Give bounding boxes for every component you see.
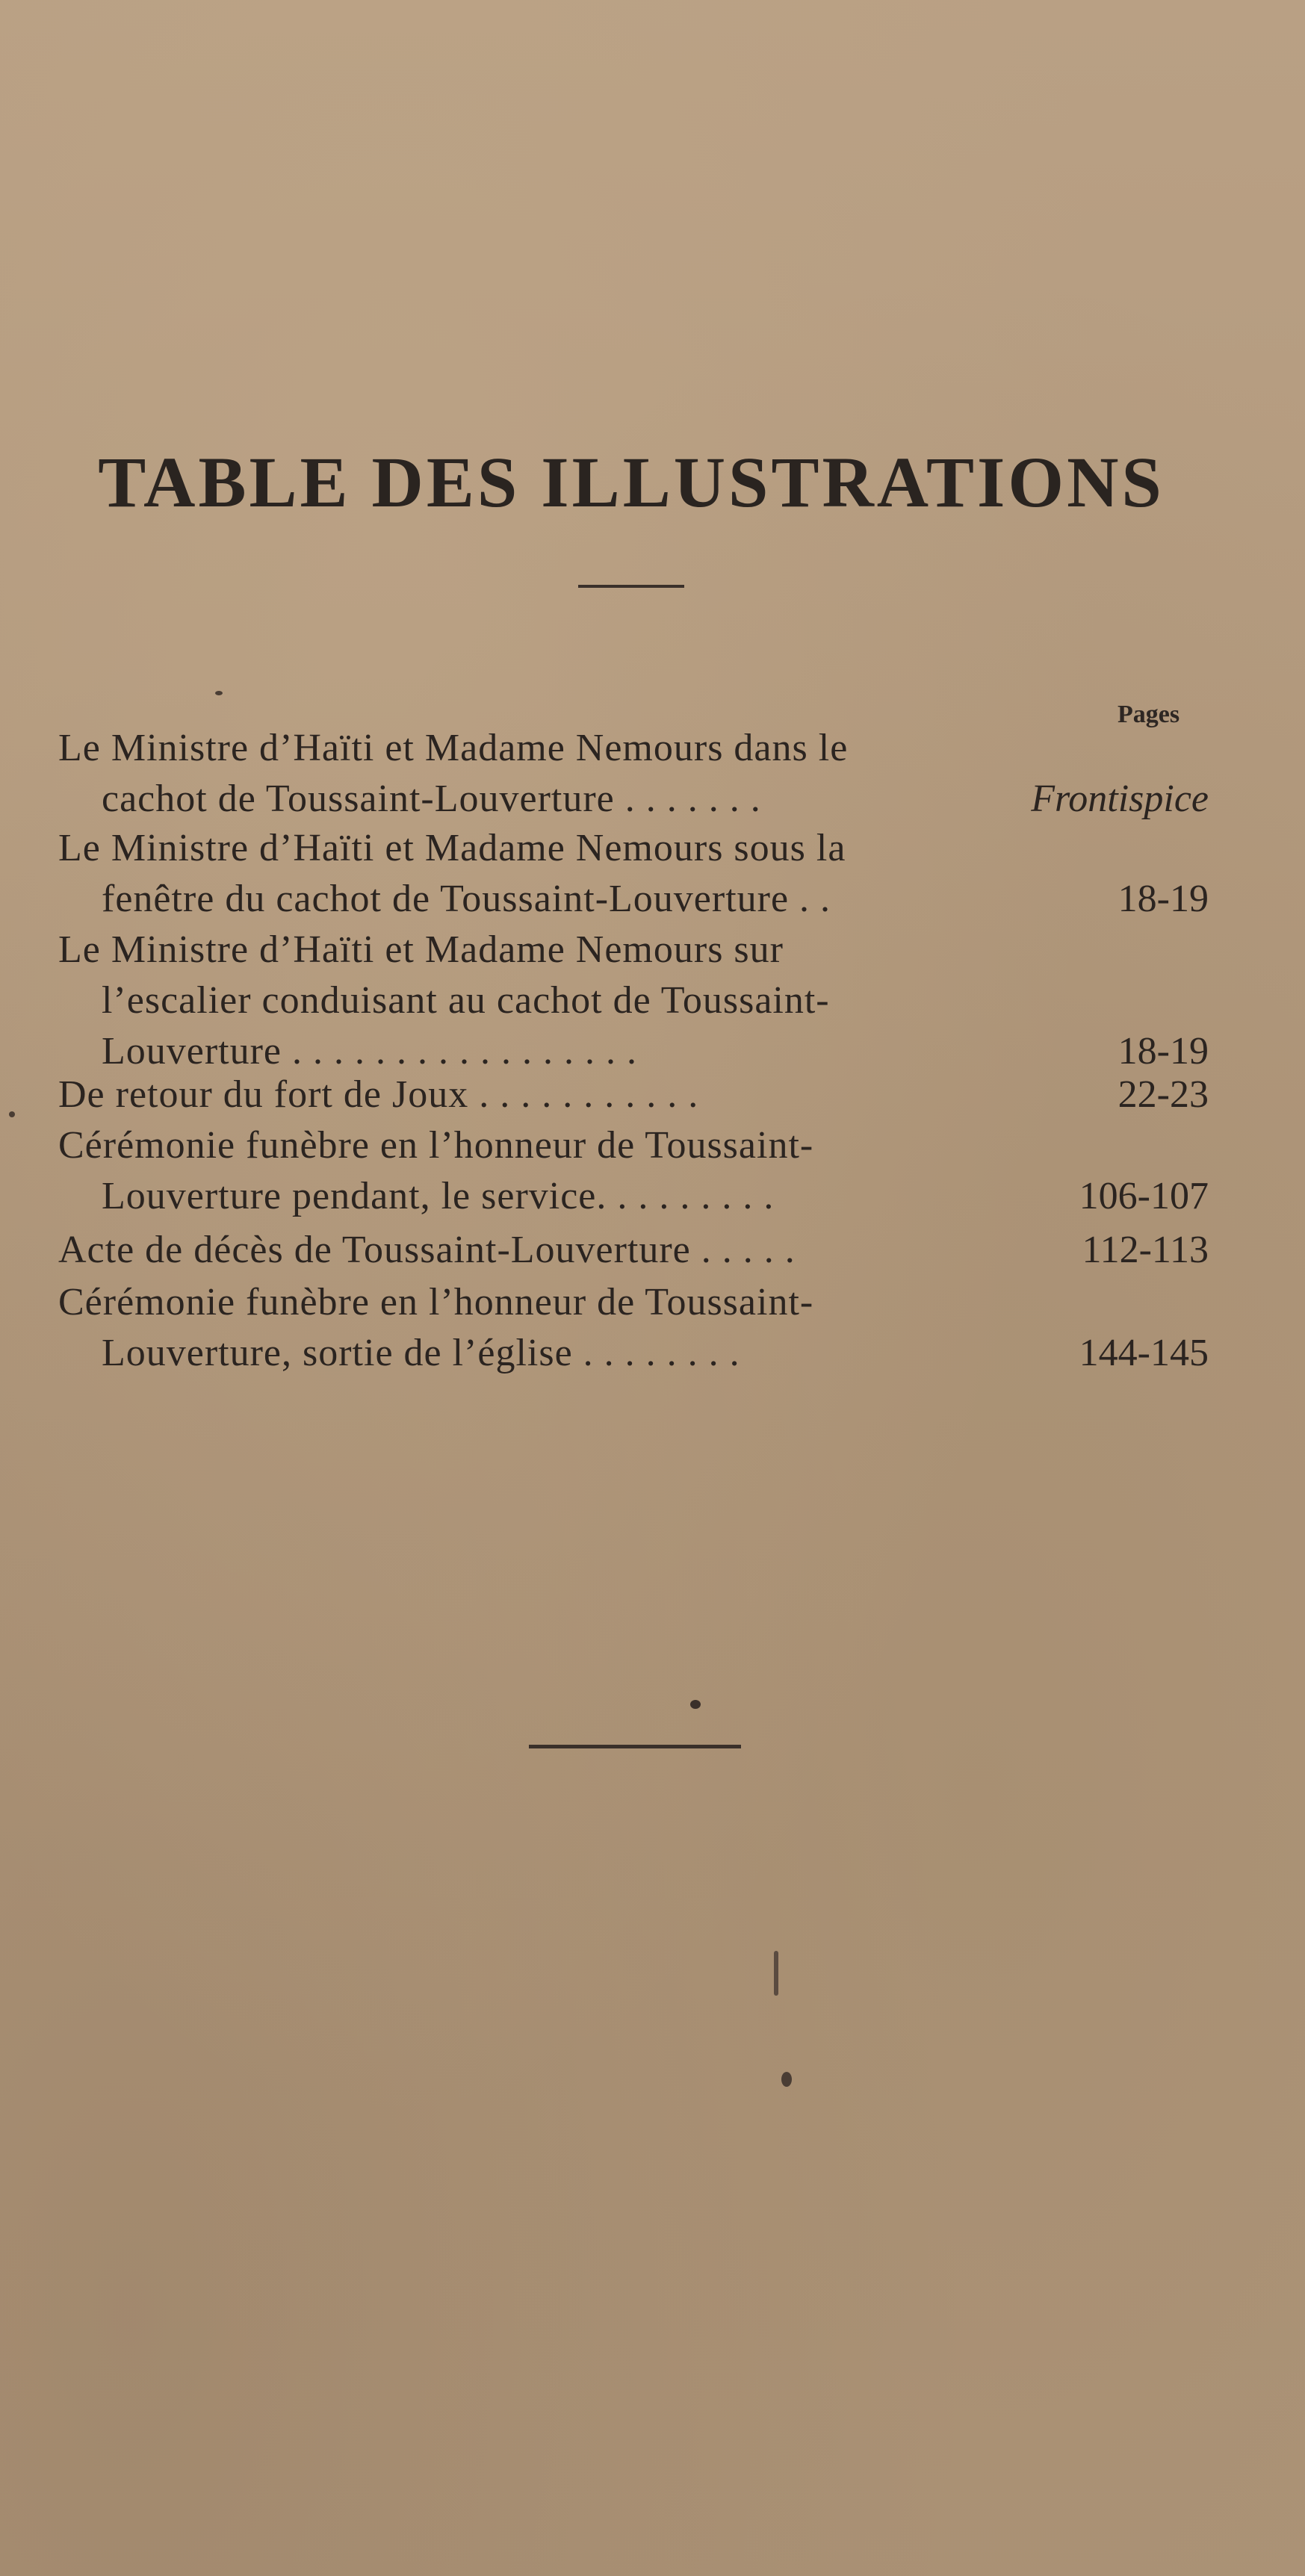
illustration-entry [58, 1277, 1209, 1379]
entry-page: 18-19 [1118, 1030, 1209, 1073]
entry-page: 112-113 [1082, 1229, 1209, 1271]
illustration-entry [58, 1120, 1209, 1222]
entry-text: Cérémonie funèbre en l’honneur de Toussaint- [58, 1124, 814, 1167]
illustration-entry [58, 723, 1209, 825]
entry-line [58, 1070, 1209, 1120]
entry-line [58, 774, 1209, 825]
entry-line [58, 874, 1209, 925]
entry-line [58, 1120, 1209, 1171]
entry-text: l’escalier conduisant au cachot de Toussaint- [102, 979, 830, 1022]
entry-page: 144-145 [1079, 1332, 1209, 1374]
entry-line [58, 1277, 1209, 1328]
illustration-entry [58, 823, 1209, 925]
entry-line [58, 1171, 1209, 1222]
entry-text: Le Ministre d’Haïti et Madame Nemours sous la [58, 827, 846, 869]
entry-line [58, 1328, 1209, 1379]
paper-speck [781, 2072, 792, 2087]
pages-column-header: Pages [1118, 701, 1180, 728]
entry-text: Louverture pendant, le service. . . . . . . . . [102, 1175, 775, 1217]
paper-speck [774, 1951, 778, 1996]
entry-text: Cérémonie funèbre en l’honneur de Toussaint- [58, 1281, 814, 1323]
title-divider [578, 585, 684, 588]
illustration-entry [58, 1225, 1209, 1276]
illustration-entry [58, 925, 1209, 1077]
entry-line [58, 823, 1209, 874]
closing-divider [529, 1745, 741, 1748]
entry-text: Le Ministre d’Haïti et Madame Nemours dans le [58, 727, 849, 769]
entry-text: Le Ministre d’Haïti et Madame Nemours sur [58, 928, 784, 971]
entry-text: fenêtre du cachot de Toussaint-Louverture . . [102, 878, 831, 920]
page-title: TABLE DES ILLUSTRATIONS [98, 442, 1165, 522]
entry-line [58, 1225, 1209, 1276]
entry-text: Louverture . . . . . . . . . . . . . . . . . [102, 1030, 638, 1073]
entry-line [58, 975, 1209, 1026]
entry-page: Frontispice [1031, 778, 1209, 820]
paper-speck [9, 1111, 15, 1117]
paper-speck [215, 691, 223, 695]
entry-text: Louverture, sortie de l’église . . . . . . . . [102, 1332, 740, 1374]
paper-speck [690, 1700, 701, 1709]
entry-text: cachot de Toussaint-Louverture . . . . . . . [102, 778, 761, 820]
entry-page: 18-19 [1118, 878, 1209, 920]
entry-text: De retour du fort de Joux . . . . . . . . . . . [58, 1073, 699, 1116]
entry-line [58, 723, 1209, 774]
entry-page: 22-23 [1118, 1073, 1209, 1116]
illustration-entry [58, 1070, 1209, 1120]
entry-text: Acte de décès de Toussaint-Louverture . . . . . [58, 1229, 796, 1271]
entry-page: 106-107 [1079, 1175, 1209, 1217]
entry-line [58, 925, 1209, 975]
